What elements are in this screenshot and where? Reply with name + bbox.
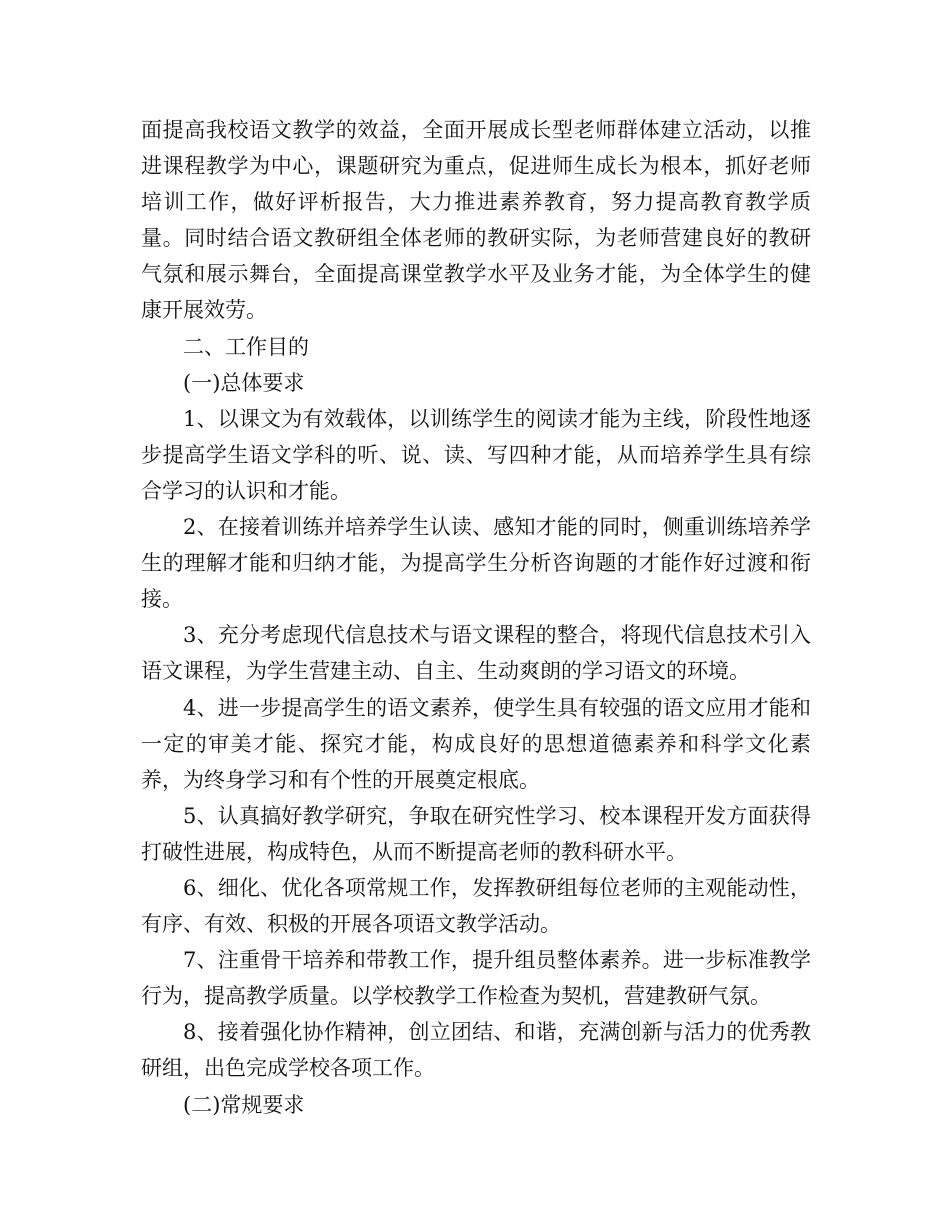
subsection-heading-routine-requirements: (二)常规要求 bbox=[183, 1092, 305, 1117]
intro-paragraph: 面提高我校语文教学的效益，全面开展成长型老师群体建立活动，以推进课程教学为中心，课题研究为重点，促进师生成长为根本，抓好老师培训工作，做好评析报告，大力推进素养教育，努力提高教育教学质量。同时结合语文教研组全体老师的教研实际，为老师营建良好的教研气氛和展示舞台，全面提高课堂教学水平及业务才能，为全体学生的健康开展效劳。 bbox=[141, 118, 811, 323]
list-item-8: 8、接着强化协作精神，创立团结、和谐，充满创新与活力的优秀教研组，出色完成学校各项工作。 bbox=[141, 1020, 811, 1081]
list-item-7: 7、注重骨干培养和带教工作，提升组员整体素养。进一步标准教学行为，提高教学质量。以学校教学工作检查为契机，营建教研气氛。 bbox=[141, 948, 811, 1009]
list-item-3: 3、充分考虑现代信息技术与语文课程的整合，将现代信息技术引入语文课程，为学生营建主动、自主、生动爽朗的学习语文的环境。 bbox=[141, 623, 811, 684]
document-body bbox=[141, 112, 811, 1123]
list-item-5: 5、认真搞好教学研究，争取在研究性学习、校本课程开发方面获得打破性进展，构成特色，从而不断提高老师的教科研水平。 bbox=[141, 803, 811, 864]
list-item-2: 2、在接着训练并培养学生认读、感知才能的同时，侧重训练培养学生的理解才能和归纳才能，为提高学生分析咨询题的才能作好过渡和衔接。 bbox=[141, 515, 811, 612]
list-item-6: 6、细化、优化各项常规工作，发挥教研组每位老师的主观能动性，有序、有效、积极的开展各项语文教学活动。 bbox=[141, 875, 811, 937]
list-item-1: 1、以课文为有效载体，以训练学生的阅读才能为主线，阶段性地逐步提高学生语文学科的听、说、读、写四种才能，从而培养学生具有综合学习的认识和才能。 bbox=[141, 406, 811, 503]
list-item-4: 4、进一步提高学生的语文素养，使学生具有较强的语文应用才能和一定的审美才能、探究才能，构成良好的思想道德素养和科学文化素养，为终身学习和有个性的开展奠定根底。 bbox=[141, 695, 811, 792]
section-heading-work-goals: 二、工作目的 bbox=[183, 334, 309, 359]
subsection-heading-general-requirements: (一)总体要求 bbox=[183, 370, 305, 395]
